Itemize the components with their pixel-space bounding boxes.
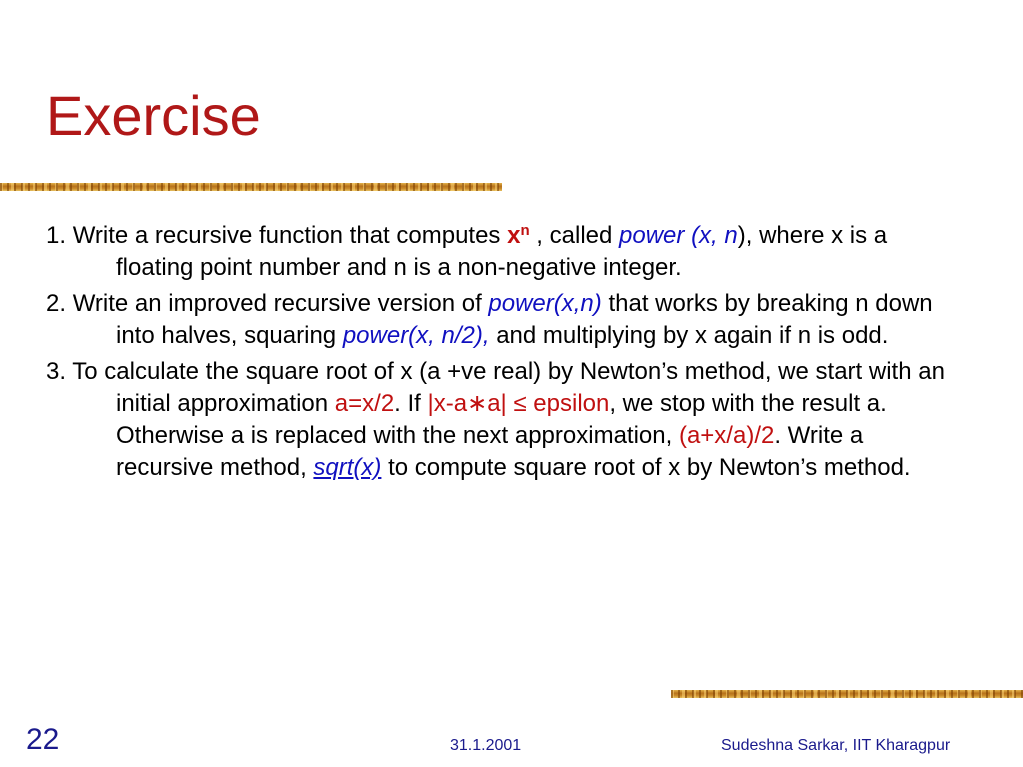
exercise-item-3 [46, 356, 946, 484]
formula-x: $x^n$ [507, 222, 530, 249]
item-number: 1. [46, 222, 67, 249]
item-text: Write an improved recursive version of [72, 290, 489, 317]
slide-number: 22 [26, 723, 60, 756]
formula-next: (a+x/a)/2 [678, 422, 775, 449]
function-name: power(x, n/2), [342, 322, 490, 349]
item-text: Write a recursive function that computes [72, 222, 508, 249]
slide-title: Exercise [46, 84, 261, 147]
item-text: that works by breaking n down into halves, squaring [116, 290, 933, 349]
item-text: ), where x is a floating point number and n is a non-negative integer. [116, 222, 888, 281]
function-name-link: sqrt(x) [313, 454, 382, 481]
item-number: 3. [46, 358, 67, 385]
item-text: , called [529, 222, 620, 249]
item-number: 2. [46, 290, 67, 317]
exponent-n: n [520, 222, 530, 239]
item-text: to compute square root of x by Newton’s method. [381, 454, 911, 481]
function-name: power(x,n) [488, 290, 602, 317]
formula-initial: a=x/2 [334, 390, 395, 417]
exercise-item-2 [46, 288, 946, 352]
exercise-list [46, 220, 946, 486]
exercise-item-1 [46, 220, 946, 284]
decorative-bar-bottom [671, 690, 1023, 698]
decorative-bar-top [0, 183, 502, 191]
footer-date: 31.1.2001 [450, 737, 522, 754]
footer-author: Sudeshna Sarkar, IIT Kharagpur [721, 737, 951, 754]
item-text: and multiplying by x again if n is odd. [489, 322, 889, 349]
item-text: . Write a recursive method, [116, 422, 864, 481]
formula-condition: |x-a∗a| ≤ epsilon [427, 390, 610, 417]
item-text: . If [394, 390, 428, 417]
function-name: power (x, n [619, 222, 738, 249]
item-text: , we stop with the result a. Otherwise a is replaced with the next approximation, [116, 390, 887, 449]
item-text: To calculate the square root of x (a +ve real) by Newton’s method, we start with an initial approximation [72, 358, 945, 417]
